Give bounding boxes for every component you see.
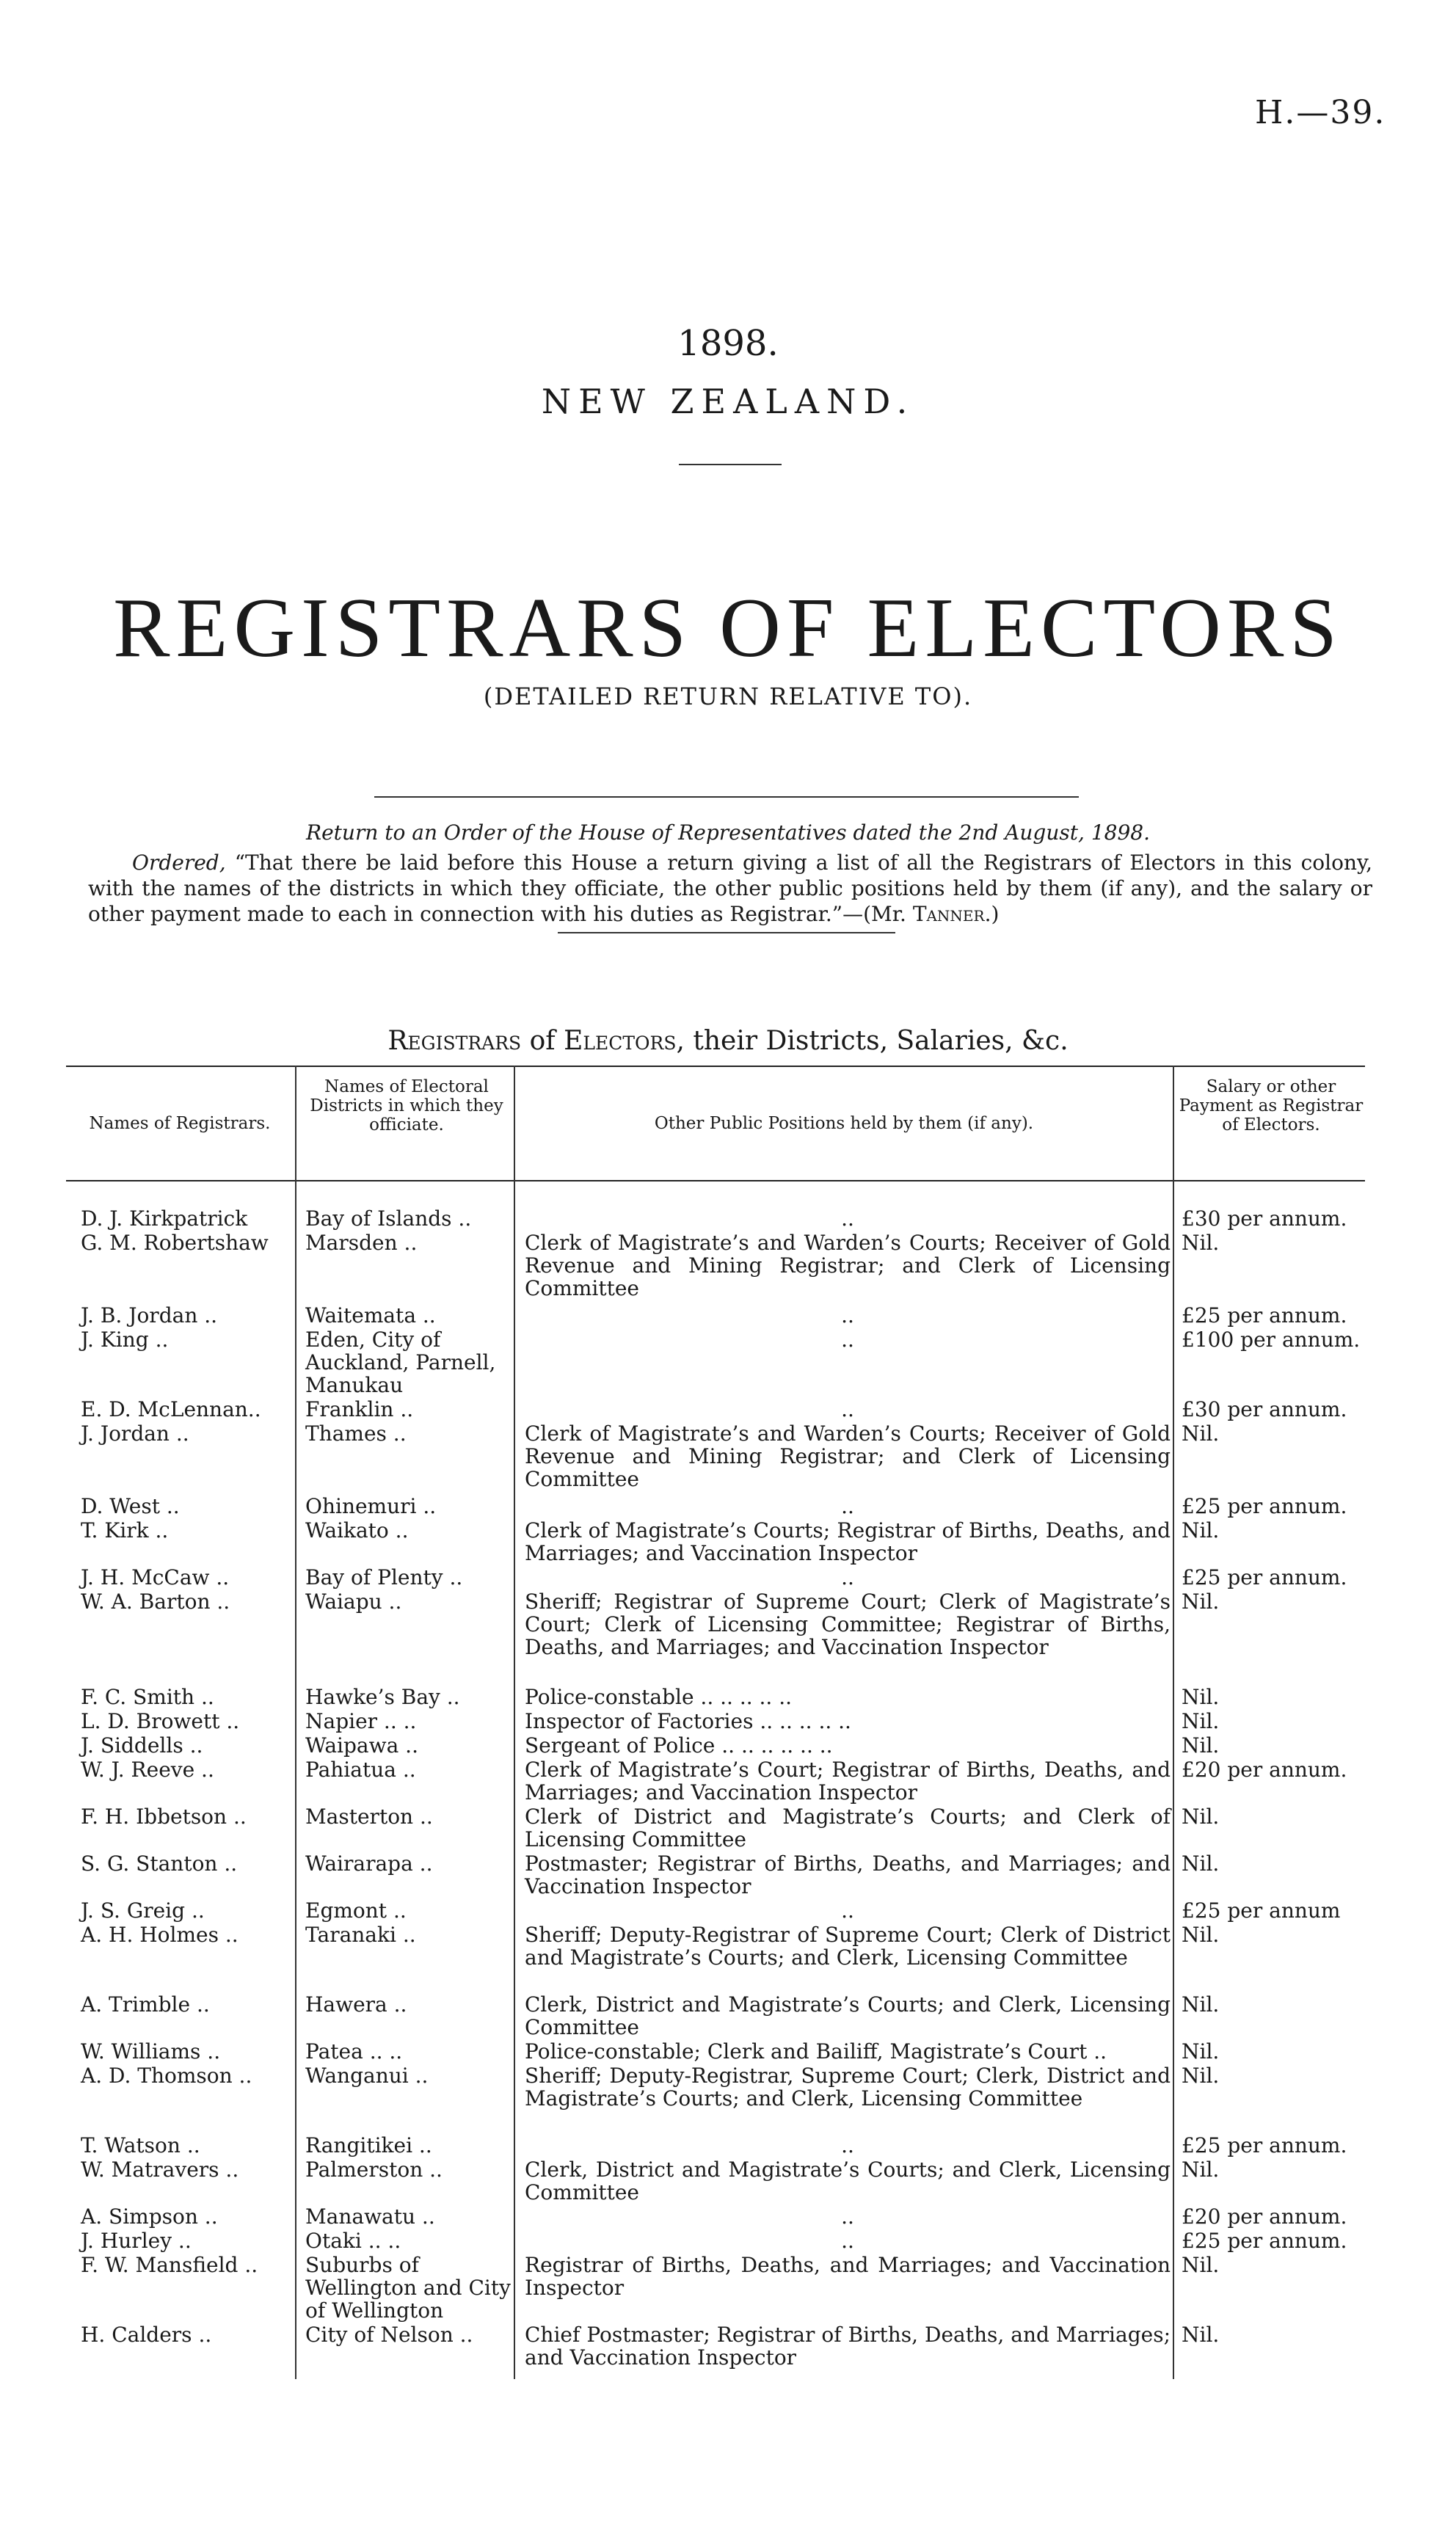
table-row (0, 1899, 1456, 1922)
registrar-name: A. Trimble .. (81, 1992, 210, 2017)
public-positions: .. (841, 2229, 854, 2253)
country-heading: NEW ZEALAND. (541, 382, 915, 421)
public-positions: Clerk of Magistrate’s Courts; Registrar of Births, Deaths, and Marriages; and Vaccination Inspector (525, 1518, 1171, 1565)
registrar-name: J. S. Greig .. (81, 1898, 205, 1923)
salary-payment: £25 per annum. (1182, 1303, 1347, 1328)
salary-payment: Nil. (1182, 1851, 1220, 1876)
return-order-line: Return to an Order of the House of Representatives dated the 2nd August, 1898. (306, 820, 1150, 845)
registrar-name: E. D. McLennan.. (81, 1397, 261, 1421)
table-row (0, 2134, 1456, 2157)
table-row (0, 2064, 1456, 2133)
order-paragraph (88, 850, 1372, 927)
table-row (0, 1686, 1456, 1708)
public-positions: .. (841, 1898, 854, 1923)
table-row (0, 2323, 1456, 2369)
registrar-name: J. Hurley .. (81, 2229, 192, 2253)
registrar-name: A. Simpson .. (81, 2204, 218, 2229)
electoral-district: Pahiatua .. (305, 1758, 416, 1782)
electoral-district: Egmont .. (305, 1898, 407, 1923)
caption-part-b: of (529, 1026, 556, 1056)
salary-payment: £20 per annum. (1182, 2204, 1347, 2229)
salary-payment: Nil. (1182, 2039, 1220, 2064)
electoral-district: Masterton .. (305, 1805, 433, 1829)
table-row (0, 1231, 1456, 1300)
electoral-district: Otaki .. .. (305, 2229, 401, 2253)
public-positions: .. (841, 1397, 854, 1421)
electoral-district: Thames .. (305, 1421, 407, 1446)
table-row (0, 1519, 1456, 1565)
electoral-district: Eden, City of Auckland, Parnell, Manukau (305, 1328, 496, 1397)
table-caption (0, 1026, 1456, 1056)
registrar-name: W. J. Reeve .. (81, 1758, 214, 1782)
electoral-district: Manawatu .. (305, 2204, 435, 2229)
public-positions: Sergeant of Police .. .. .. .. .. .. (525, 1733, 833, 1758)
electoral-district: Palmerston .. (305, 2157, 443, 2182)
table-row (0, 2158, 1456, 2204)
salary-payment: £25 per annum. (1182, 1494, 1347, 1518)
salary-payment: Nil. (1182, 2323, 1220, 2347)
header-salary: Salary or other Payment as Registrar of Electors. (1179, 1077, 1364, 1135)
public-positions: Registrar of Births, Deaths, and Marriages; and Vaccination Inspector (525, 2253, 1171, 2300)
salary-payment: £30 per annum. (1182, 1206, 1347, 1231)
salary-payment: £20 per annum. (1182, 1758, 1347, 1782)
salary-payment: £25 per annum. (1182, 1565, 1347, 1589)
registrar-name: W. Matravers .. (81, 2157, 239, 2182)
public-positions: Police-constable .. .. .. .. .. (525, 1685, 793, 1709)
registrar-name: A. H. Holmes .. (81, 1923, 239, 1947)
electoral-district: Waitemata .. (305, 1303, 436, 1328)
registrar-name: D. J. Kirkpatrick (81, 1206, 248, 1231)
table-row (0, 1734, 1456, 1757)
caption-part-c: Electors (564, 1026, 677, 1056)
electoral-district: Napier .. .. (305, 1709, 417, 1733)
salary-payment: Nil. (1182, 1805, 1220, 1829)
registrar-name: F. W. Mansfield .. (81, 2253, 258, 2277)
table-row (0, 1398, 1456, 1421)
public-positions: Police-constable; Clerk and Bailiff, Magistrate’s Court .. (525, 2039, 1107, 2064)
public-positions: Sheriff; Registrar of Supreme Court; Clerk of Magistrate’s Court; Clerk of Licensing Committee; Registrar of Births, Deaths, and Marriages; and Vaccination Inspector (525, 1589, 1171, 1659)
table-top-rule (66, 1066, 1365, 1067)
public-positions: .. (841, 1303, 854, 1328)
registrar-name: T. Watson .. (81, 2133, 200, 2157)
registrar-name: W. Williams .. (81, 2039, 221, 2064)
table-row (0, 2254, 1456, 2322)
section-divider (374, 796, 1079, 798)
registrar-name: H. Calders .. (81, 2323, 212, 2347)
electoral-district: Hawera .. (305, 1992, 407, 2017)
public-positions: .. (841, 2204, 854, 2229)
registrar-name: L. D. Browett .. (81, 1709, 240, 1733)
salary-payment: £25 per annum (1182, 1898, 1341, 1923)
header-districts: Names of Electoral Districts in which they officiate. (310, 1077, 503, 1135)
electoral-district: Suburbs of Wellington and City of Wellington (305, 2253, 511, 2323)
table-row (0, 1852, 1456, 1898)
table-row (0, 1207, 1456, 1230)
salary-payment: Nil. (1182, 1421, 1220, 1446)
caption-part-a: Registrars (387, 1026, 522, 1056)
salary-payment: Nil. (1182, 1923, 1220, 1947)
table-row (0, 1923, 1456, 1992)
public-positions: Postmaster; Registrar of Births, Deaths, and Marriages; and Vaccination Inspector (525, 1851, 1171, 1898)
salary-payment: £100 per annum. (1182, 1328, 1361, 1352)
table-row (0, 1422, 1456, 1490)
electoral-district: Bay of Plenty .. (305, 1565, 463, 1589)
salary-payment: Nil. (1182, 1709, 1220, 1733)
public-positions: .. (841, 1565, 854, 1589)
short-divider (679, 464, 782, 465)
registrar-name: D. West .. (81, 1494, 180, 1518)
table-row (0, 1710, 1456, 1733)
public-positions: .. (841, 2133, 854, 2157)
table-row (0, 1590, 1456, 1681)
header-names: Names of Registrars. (89, 1114, 271, 1133)
public-positions: Clerk of Magistrate’s and Warden’s Courts; Receiver of Gold Revenue and Mining Registrar; and Clerk of Licensing Committee (525, 1231, 1171, 1300)
table-row (0, 1566, 1456, 1589)
table-row (0, 1328, 1456, 1396)
salary-payment: £25 per annum. (1182, 2229, 1347, 2253)
electoral-district: Waiapu .. (305, 1589, 402, 1614)
electoral-district: Patea .. .. (305, 2039, 403, 2064)
salary-payment: Nil. (1182, 1733, 1220, 1758)
electoral-district: Wairarapa .. (305, 1851, 433, 1876)
electoral-district: Waipawa .. (305, 1733, 418, 1758)
public-positions: Sheriff; Deputy-Registrar of Supreme Court; Clerk of District and Magistrate’s Courts; and Clerk, Licensing Committee (525, 1923, 1171, 1970)
table-row (0, 2040, 1456, 2063)
salary-payment: Nil. (1182, 2064, 1220, 2088)
section-divider-2 (558, 932, 895, 933)
salary-payment: Nil. (1182, 1589, 1220, 1614)
electoral-district: Waikato .. (305, 1518, 409, 1543)
public-positions: Clerk, District and Magistrate’s Courts; and Clerk, Licensing Committee (525, 2157, 1171, 2204)
document-year: 1898. (677, 323, 779, 364)
salary-payment: Nil. (1182, 1518, 1220, 1543)
page-title: REGISTRARS OF ELECTORS (113, 581, 1343, 675)
table-row (0, 2229, 1456, 2252)
registrar-name: F. C. Smith .. (81, 1685, 214, 1709)
electoral-district: Wanganui .. (305, 2064, 429, 2088)
electoral-district: Hawke’s Bay .. (305, 1685, 460, 1709)
page-reference: H.—39. (1255, 94, 1386, 131)
registrar-name: S. G. Stanton .. (81, 1851, 238, 1876)
electoral-district: Rangitikei .. (305, 2133, 432, 2157)
registrar-name: J. King .. (81, 1328, 169, 1352)
table-row (0, 1805, 1456, 1851)
page-subtitle: (DETAILED RETURN RELATIVE TO). (483, 682, 973, 710)
registrar-name: T. Kirk .. (81, 1518, 169, 1543)
registrar-name: W. A. Barton .. (81, 1589, 230, 1614)
electoral-district: City of Nelson .. (305, 2323, 473, 2347)
order-end: .) (984, 902, 1000, 926)
order-body: “That there be laid before this House a return giving a list of all the Registrars of Electors in this colony, with the names of the districts in which they officiate, the other public positions held by them (if any), and the salary or other payment made to each in connection with his duties as Registrar.”—(Mr. (88, 851, 1372, 926)
salary-payment: Nil. (1182, 2157, 1220, 2182)
salary-payment: Nil. (1182, 1685, 1220, 1709)
table-row (0, 1993, 1456, 2039)
registrar-name: J. Siddells .. (81, 1733, 203, 1758)
electoral-district: Taranaki .. (305, 1923, 416, 1947)
salary-payment: £25 per annum. (1182, 2133, 1347, 2157)
salary-payment: Nil. (1182, 1231, 1220, 1255)
public-positions: .. (841, 1328, 854, 1352)
table-row (0, 1495, 1456, 1518)
electoral-district: Franklin .. (305, 1397, 414, 1421)
public-positions: .. (841, 1494, 854, 1518)
public-positions: Inspector of Factories .. .. .. .. .. (525, 1709, 851, 1733)
public-positions: Chief Postmaster; Registrar of Births, Deaths, and Marriages; and Vaccination Inspector (525, 2323, 1171, 2370)
electoral-district: Bay of Islands .. (305, 1206, 472, 1231)
public-positions: Clerk of Magistrate’s and Warden’s Courts; Receiver of Gold Revenue and Mining Registrar; and Clerk of Licensing Committee (525, 1421, 1171, 1491)
electoral-district: Marsden .. (305, 1231, 418, 1255)
public-positions: .. (841, 1206, 854, 1231)
order-member: Tanner (912, 902, 985, 926)
public-positions: Clerk, District and Magistrate’s Courts; and Clerk, Licensing Committee (525, 1992, 1171, 2039)
order-label: Ordered, (132, 851, 226, 875)
electoral-district: Ohinemuri .. (305, 1494, 437, 1518)
public-positions: Clerk of District and Magistrate’s Courts; and Clerk of Licensing Committee (525, 1805, 1171, 1851)
table-row (0, 1304, 1456, 1327)
registrar-name: J. H. McCaw .. (81, 1565, 230, 1589)
registrar-name: F. H. Ibbetson .. (81, 1805, 247, 1829)
public-positions: Clerk of Magistrate’s Court; Registrar of Births, Deaths, and Marriages; and Vaccination Inspector (525, 1758, 1171, 1805)
caption-part-d: , their Districts, Salaries, &c. (676, 1026, 1069, 1056)
header-positions: Other Public Positions held by them (if any). (654, 1114, 1034, 1133)
salary-payment: £30 per annum. (1182, 1397, 1347, 1421)
salary-payment: Nil. (1182, 2253, 1220, 2277)
public-positions: Sheriff; Deputy-Registrar, Supreme Court; Clerk, District and Magistrate’s Courts; and Clerk, Licensing Committee (525, 2064, 1171, 2111)
registrar-name: J. B. Jordan .. (81, 1303, 218, 1328)
registrar-name: A. D. Thomson .. (81, 2064, 252, 2088)
table-header-rule (66, 1180, 1365, 1181)
registrar-name: G. M. Robertshaw (81, 1231, 269, 1255)
salary-payment: Nil. (1182, 1992, 1220, 2017)
table-row (0, 2205, 1456, 2228)
registrar-name: J. Jordan .. (81, 1421, 189, 1446)
table-row (0, 1758, 1456, 1804)
